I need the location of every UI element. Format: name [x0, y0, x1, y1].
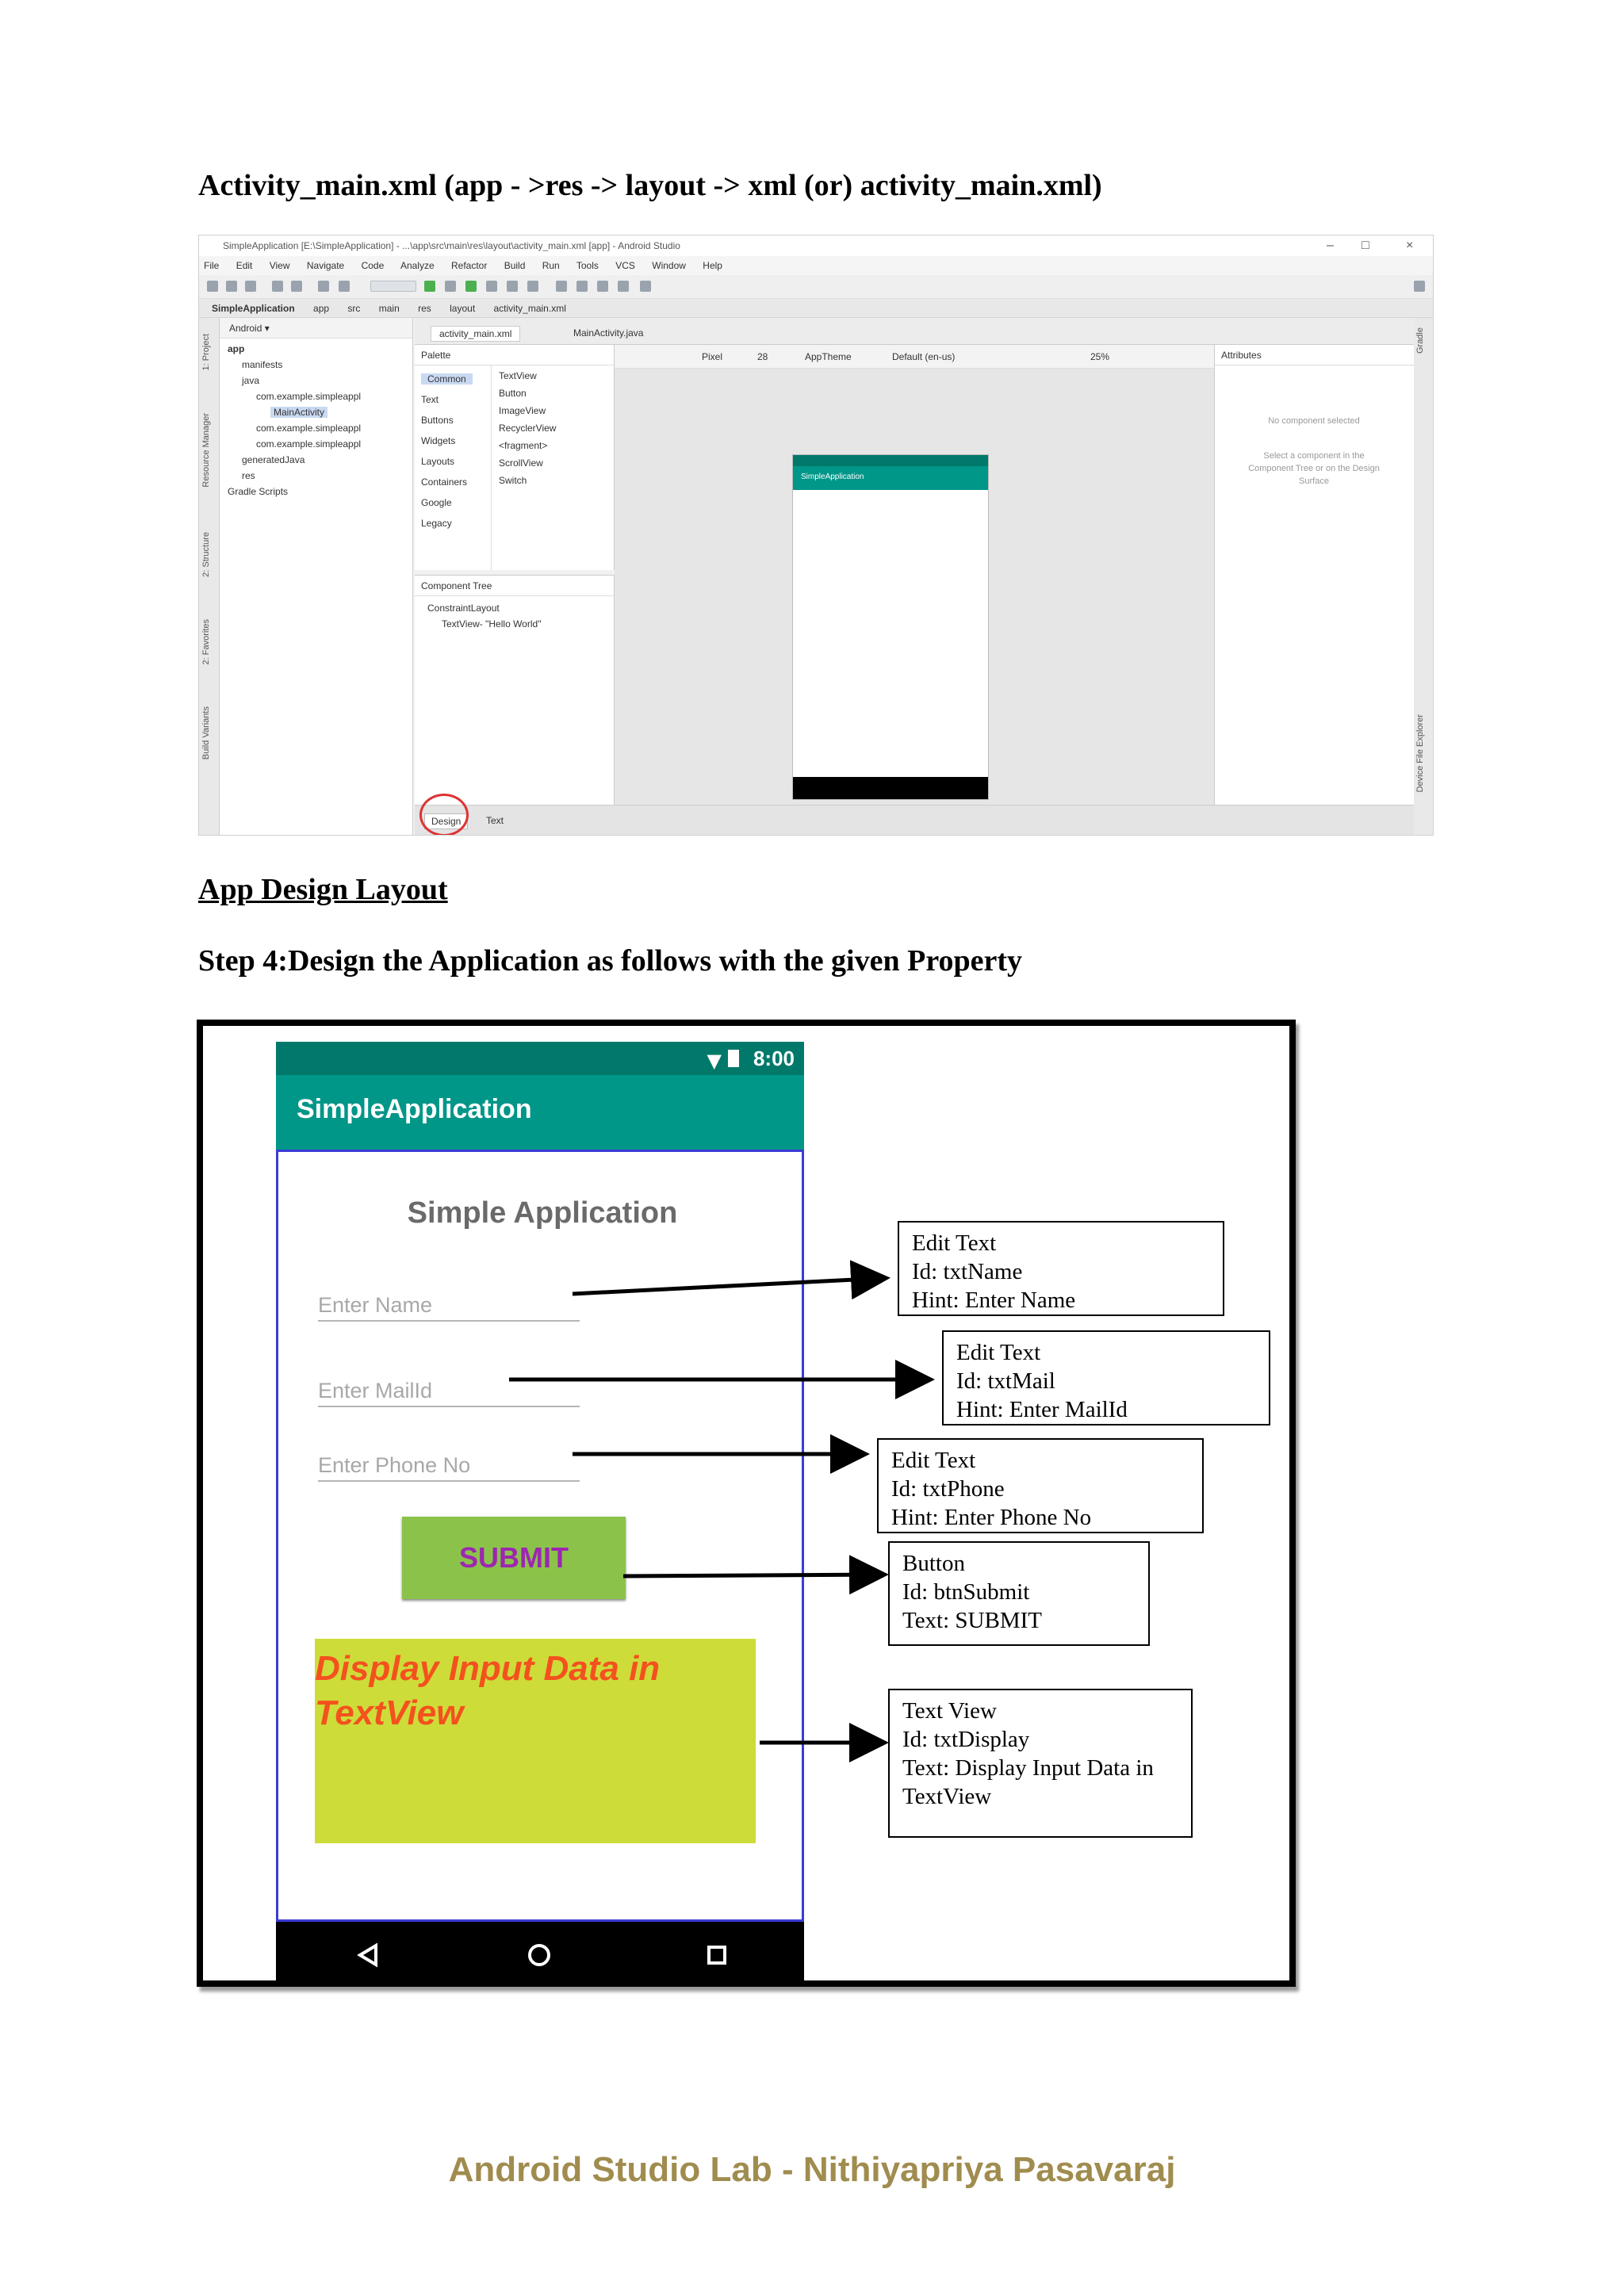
menu-view[interactable]: View [269, 260, 290, 271]
sdk-manager-icon[interactable] [597, 281, 608, 292]
search-everywhere-icon[interactable] [640, 281, 651, 292]
sync-icon[interactable] [245, 281, 256, 292]
main-toolbar [199, 275, 1433, 299]
annotation-phone-box: Edit Text Id: txtPhone Hint: Enter Phone No [877, 1438, 1204, 1533]
palette-cat-containers[interactable]: Containers [421, 476, 468, 488]
window-title: SimpleApplication [E:\SimpleApplication] - ...\app\src\main\res\layout\activity_main.xml [app] - Android Studio [223, 240, 680, 251]
name-input[interactable]: Enter Name [318, 1290, 580, 1322]
menu-tools[interactable]: Tools [576, 260, 599, 271]
zoom-level[interactable]: 25% [1090, 351, 1110, 362]
palette-cat-text[interactable]: Text [421, 394, 439, 405]
theme-selector[interactable]: AppTheme [805, 351, 852, 362]
palette-item-scrollview[interactable]: ScrollView [499, 457, 543, 469]
palette-item-fragment[interactable]: <fragment> [499, 440, 548, 451]
breadcrumb-res[interactable]: res [418, 303, 431, 314]
menu-edit[interactable]: Edit [236, 260, 253, 271]
right-tool-strip [1412, 318, 1433, 835]
project-view-selector[interactable]: Android ▾ [220, 318, 412, 339]
project-panel [220, 318, 413, 836]
locale-selector[interactable]: Default (en-us) [892, 351, 956, 362]
event-log-icon[interactable] [1414, 281, 1425, 292]
design-toolbar [615, 345, 1214, 369]
wifi-icon: ▼ [707, 1050, 722, 1072]
phone-nav-bar [793, 777, 988, 799]
annotation-button-box: Button Id: btnSubmit Text: SUBMIT [888, 1541, 1150, 1646]
tree-package-android-test[interactable]: com.example.simpleappl [256, 423, 362, 434]
app-title: SimpleApplication [297, 1094, 532, 1124]
mail-input[interactable]: Enter MailId [318, 1376, 580, 1407]
debug-icon[interactable] [445, 281, 456, 292]
app-heading-text: Simple Application [407, 1196, 678, 1230]
palette-cat-buttons[interactable]: Buttons [421, 415, 454, 426]
side-tab-favorites[interactable]: 2: Favorites [201, 619, 211, 665]
palette-item-button[interactable]: Button [499, 388, 527, 399]
attach-icon[interactable] [486, 281, 497, 292]
app-design-layout-heading: App Design Layout [198, 873, 448, 906]
attributes-panel [1214, 345, 1414, 805]
app-design-figure [197, 1020, 1296, 1987]
menu-navigate[interactable]: Navigate [306, 260, 345, 271]
attributes-title: Attributes [1215, 345, 1414, 365]
side-tab-device-file-explorer[interactable]: Device File Explorer [1415, 714, 1425, 793]
palette-cat-widgets[interactable]: Widgets [421, 435, 456, 446]
tab-mainactivity-java[interactable]: MainActivity.java [573, 327, 644, 339]
build-icon[interactable] [318, 281, 329, 292]
page-footer: Android Studio Lab - Nithiyapriya Pasavaraj [448, 2150, 1176, 2189]
open-icon[interactable] [207, 281, 218, 292]
window-title-bar [199, 235, 1433, 256]
save-icon[interactable] [226, 281, 237, 292]
tree-package-main[interactable]: com.example.simpleappl [256, 391, 362, 402]
menu-analyze[interactable]: Analyze [400, 260, 435, 271]
palette-cat-legacy[interactable]: Legacy [421, 518, 452, 529]
design-tab-highlight-circle [419, 794, 469, 836]
palette-title: Palette [415, 345, 614, 365]
palette-item-imageview[interactable]: ImageView [499, 405, 546, 416]
back-icon[interactable] [272, 281, 283, 292]
profile-icon[interactable] [465, 281, 477, 292]
component-tree-title: Component Tree [415, 576, 614, 596]
side-tab-project[interactable]: 1: Project [201, 334, 211, 371]
minimize-icon[interactable]: – [1327, 239, 1334, 252]
xml-path-heading: Activity_main.xml (app - >res -> layout -> xml (or) activity_main.xml) [198, 169, 1102, 202]
avd-manager-icon[interactable] [576, 281, 588, 292]
menu-help[interactable]: Help [703, 260, 722, 271]
status-time: 8:00 [753, 1047, 795, 1070]
tree-package-test[interactable]: com.example.simpleappl [256, 438, 362, 450]
palette-cat-layouts[interactable]: Layouts [421, 456, 455, 467]
breadcrumb [199, 299, 1433, 318]
editor-mode-tabs [415, 805, 1414, 836]
side-tab-build-variants[interactable]: Build Variants [201, 706, 211, 760]
annotation-display-box: Text View Id: txtDisplay Text: Display Input Data in TextView [888, 1689, 1193, 1838]
run-icon[interactable] [424, 281, 435, 292]
palette-cat-google[interactable]: Google [421, 497, 452, 508]
forward-icon[interactable] [291, 281, 302, 292]
menu-vcs[interactable]: VCS [615, 260, 635, 271]
side-tab-gradle[interactable]: Gradle [1415, 327, 1425, 354]
phone-app-bar: SimpleApplication [793, 466, 988, 490]
step4-heading: Step 4:Design the Application as follows with the given Property [198, 944, 1023, 978]
tree-app[interactable]: app [228, 343, 245, 354]
tree-java[interactable]: java [242, 375, 260, 386]
menu-build[interactable]: Build [504, 260, 526, 271]
breadcrumb-file[interactable]: activity_main.xml [493, 303, 566, 314]
sync-gradle-icon[interactable] [556, 281, 567, 292]
api-selector[interactable]: 28 [757, 351, 768, 362]
tab-design[interactable]: Design [424, 813, 468, 829]
palette-divider [491, 365, 492, 570]
menu-code[interactable]: Code [361, 260, 385, 271]
arrow-button [623, 1575, 885, 1576]
menu-refactor[interactable]: Refactor [450, 260, 488, 271]
android-studio-screenshot [198, 235, 1434, 836]
display-textview: Display Input Data in TextView [315, 1639, 756, 1843]
menu-run[interactable]: Run [542, 260, 560, 271]
attributes-empty-message: No component selected [1268, 416, 1360, 426]
tree-mainactivity[interactable]: MainActivity [270, 407, 327, 418]
palette-panel [415, 345, 615, 570]
stop-icon[interactable] [527, 281, 538, 292]
component-tree-panel [415, 575, 615, 805]
palette-cat-common[interactable]: Common [421, 373, 473, 385]
editor-tab-bar [415, 318, 1414, 345]
device-selector[interactable]: Pixel [702, 351, 723, 362]
tree-textview[interactable]: TextView- "Hello World" [442, 618, 542, 629]
phone-input[interactable]: Enter Phone No [318, 1450, 580, 1482]
annotation-mail-box: Edit Text Id: txtMail Hint: Enter MailId [942, 1330, 1270, 1425]
side-tab-resource-manager[interactable]: Resource Manager [201, 413, 211, 488]
maximize-icon[interactable]: □ [1362, 239, 1369, 252]
breadcrumb-main[interactable]: main [378, 303, 400, 314]
palette-item-textview[interactable]: TextView [499, 370, 537, 381]
layout-inspector-icon[interactable] [618, 281, 629, 292]
annotation-name-box: Edit Text Id: txtName Hint: Enter Name [898, 1221, 1224, 1316]
palette-item-switch[interactable]: Switch [499, 475, 527, 486]
palette-item-recyclerview[interactable]: RecyclerView [499, 423, 557, 434]
apply-changes-icon[interactable] [507, 281, 518, 292]
phone-preview[interactable] [792, 454, 989, 800]
tab-text[interactable]: Text [486, 815, 504, 826]
left-tool-strip [199, 318, 220, 835]
close-icon[interactable]: × [1406, 239, 1414, 252]
tab-activity-main-xml[interactable]: activity_main.xml [431, 326, 520, 342]
menu-file[interactable]: File [204, 260, 220, 271]
breadcrumb-app[interactable]: app [313, 303, 330, 314]
breadcrumb-layout[interactable]: layout [450, 303, 476, 314]
breadcrumb-project[interactable]: SimpleApplication [212, 303, 295, 314]
tree-constraintlayout[interactable]: ConstraintLayout [427, 603, 500, 614]
attributes-hint: Select a component in the Component Tree or on the Design Surface [1248, 451, 1380, 486]
arrow-name [573, 1278, 887, 1294]
menu-bar [199, 256, 1433, 275]
tree-gradle-scripts[interactable]: Gradle Scripts [228, 486, 289, 497]
menu-window[interactable]: Window [652, 260, 686, 271]
tree-generated-java[interactable]: generatedJava [242, 454, 305, 465]
breadcrumb-src[interactable]: src [347, 303, 361, 314]
tree-res[interactable]: res [242, 470, 255, 481]
tree-manifests[interactable]: manifests [242, 359, 283, 370]
side-tab-structure[interactable]: 2: Structure [201, 532, 211, 577]
submit-button[interactable]: SUBMIT [402, 1517, 626, 1599]
run-config-dropdown[interactable] [370, 281, 416, 292]
phone-status-bar [793, 455, 988, 466]
hammer-icon[interactable] [339, 281, 350, 292]
